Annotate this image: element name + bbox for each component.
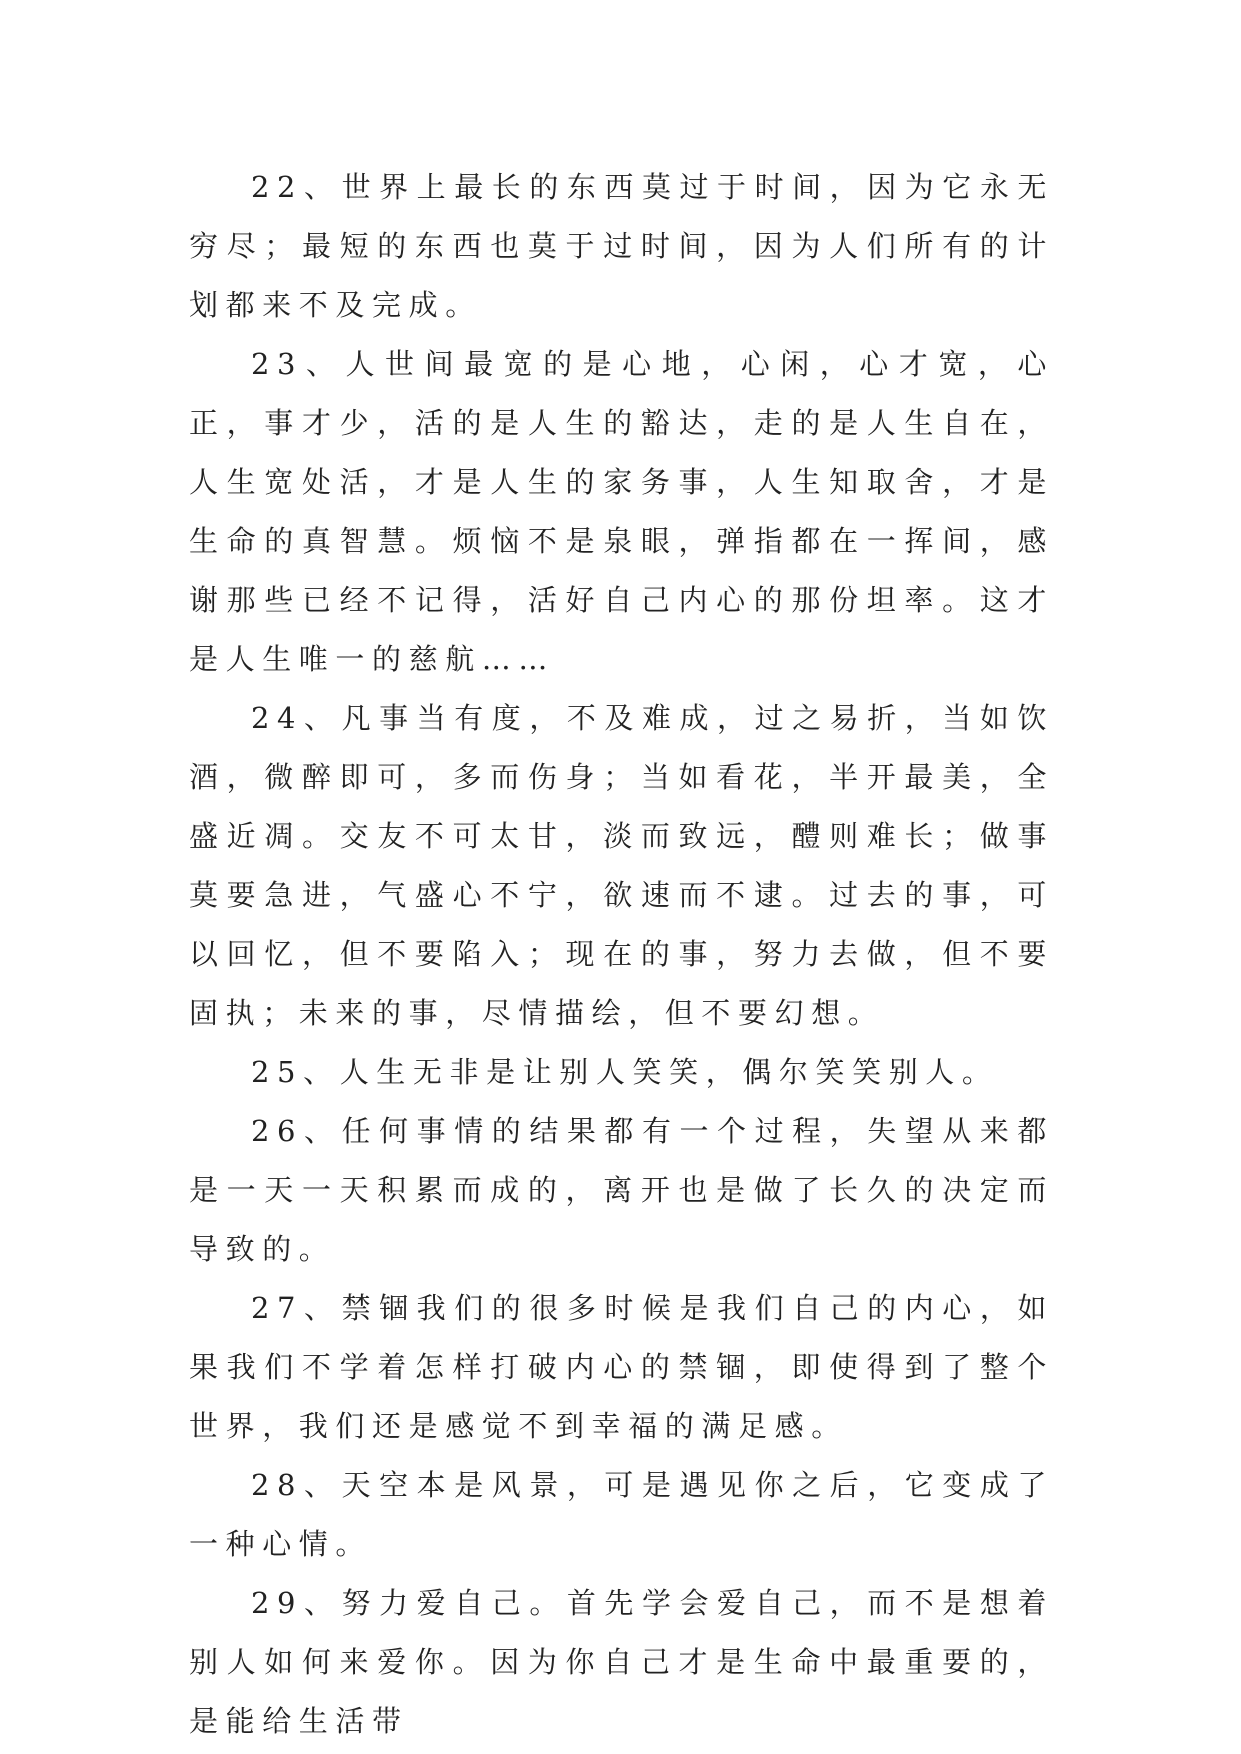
paragraph-25: 25、人生无非是让别人笑笑，偶尔笑笑别人。	[251, 1055, 999, 1089]
paragraph-28: 28、天空本是风景，可是遇见你之后，它变成了一种心情。	[189, 1468, 1054, 1561]
paragraph-22: 22、世界上最长的东西莫过于时间，因为它永无穷尽；最短的东西也莫于过时间，因为人们所有的计划都来不及完成。	[189, 170, 1054, 322]
paragraph-23: 23、人世间最宽的是心地，心闲，心才宽，心正，事才少，活的是人生的豁达，走的是人生自在，人生宽处活，才是人生的家务事，人生知取舍，才是生命的真智慧。烦恼不是泉眼，弹指都在一挥间，感谢那些已经不记得，活好自己内心的那份坦率。这才是人生唯一的慈航……	[189, 347, 1054, 676]
paragraph-24: 24、凡事当有度，不及难成，过之易折，当如饮酒，微醉即可，多而伤身；当如看花，半开最美，全盛近凋。交友不可太甘，淡而致远，醴则难长；做事莫要急进，气盛心不宁，欲速而不逮。过去的事，可以回忆，但不要陷入；现在的事，努力去做，但不要固执；未来的事，尽情描绘，但不要幻想。	[189, 701, 1054, 1030]
paragraph-26: 26、任何事情的结果都有一个过程，失望从来都是一天一天积累而成的，离开也是做了长久的决定而导致的。	[189, 1114, 1054, 1266]
document-body	[189, 158, 1054, 1751]
paragraph-29: 29、努力爱自己。首先学会爱自己，而不是想着别人如何来爱你。因为你自己才是生命中最重要的，是能给生活带	[189, 1586, 1054, 1738]
paragraph-27: 27、禁锢我们的很多时候是我们自己的内心，如果我们不学着怎样打破内心的禁锢，即使得到了整个世界，我们还是感觉不到幸福的满足感。	[189, 1291, 1054, 1443]
